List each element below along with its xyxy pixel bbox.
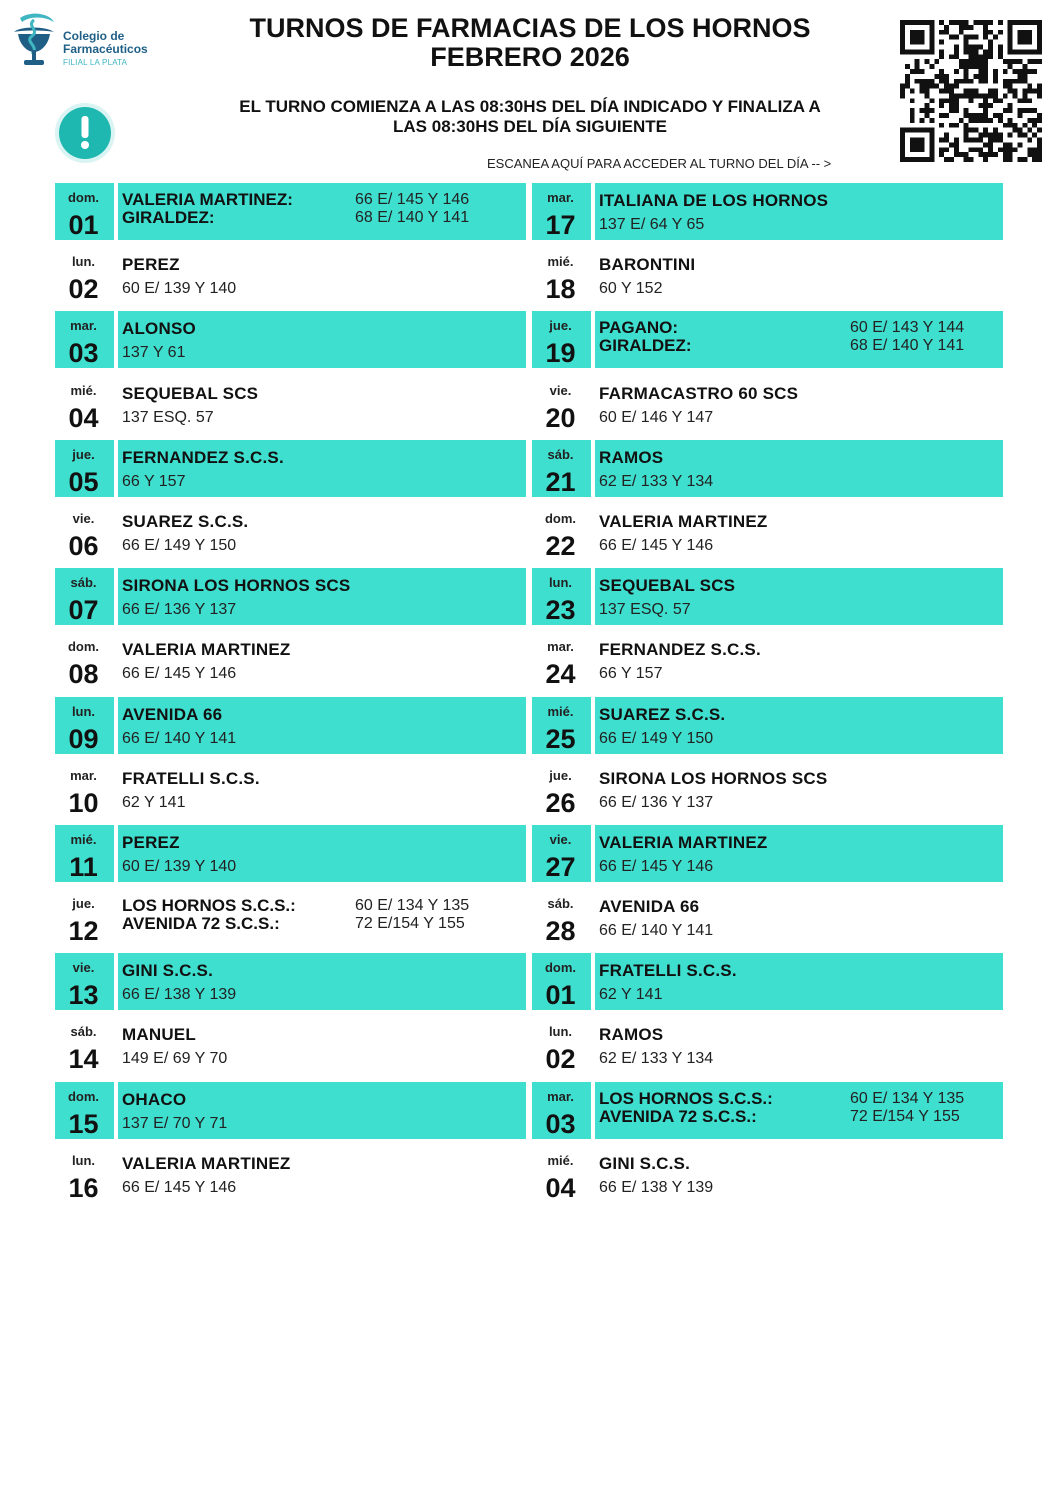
logo-text-line1: Colegio de	[63, 29, 125, 43]
weekday-label: dom.	[544, 960, 577, 976]
schedule-row	[532, 376, 1005, 440]
pharmacy-address: 66 Y 157	[122, 472, 186, 490]
day-number: 08	[68, 659, 99, 690]
weekday-label: mar.	[547, 1088, 574, 1104]
weekday-label: sáb.	[70, 575, 97, 591]
weekday-label: dom.	[67, 190, 100, 205]
schedule-row	[55, 697, 528, 761]
pharmacy-address: 68 E/ 140 Y 141	[850, 337, 965, 355]
day-number: 07	[68, 595, 99, 626]
pharmacy-name: FERNANDEZ S.C.S.	[599, 640, 761, 660]
pharmacy-name: AVENIDA 72 S.C.S.:	[122, 914, 280, 934]
pharmacy-name: BARONTINI	[599, 255, 696, 275]
caduceus-logo-icon	[10, 12, 60, 70]
pharmacy-address: 137 ESQ. 57	[122, 408, 214, 426]
colegio-logo	[10, 12, 170, 72]
pharmacy-address: 66 E/ 145 Y 146	[122, 1178, 237, 1196]
pharmacy-address: 66 E/ 145 Y 146	[122, 665, 237, 683]
pharmacy-address: 72 E/154 Y 155	[355, 915, 465, 933]
pharmacy-address: 66 E/ 140 Y 141	[122, 729, 237, 747]
schedule-row	[532, 953, 1005, 1017]
weekday-label: mié.	[547, 703, 574, 719]
pharmacy-address: 72 E/154 Y 155	[850, 1107, 960, 1125]
pharmacy-name: OHACO	[122, 1089, 187, 1109]
day-number: 10	[68, 787, 99, 818]
schedule-row	[532, 440, 1005, 504]
day-number: 01	[68, 210, 99, 240]
pharmacy-name: GINI S.C.S.	[122, 961, 213, 981]
weekday-label: jue.	[72, 446, 95, 462]
row-separator	[591, 825, 595, 882]
day-number: 24	[545, 659, 576, 690]
pharmacy-name: PEREZ	[122, 255, 180, 275]
logo-text-line2: Farmacéuticos	[63, 42, 148, 56]
day-number: 23	[545, 595, 576, 626]
weekday-label: dom.	[544, 510, 577, 526]
day-number: 18	[545, 274, 576, 305]
row-separator	[591, 953, 595, 1010]
pharmacy-address: 60 E/ 139 Y 140	[122, 857, 237, 875]
schedule-row	[55, 311, 528, 375]
schedule-row	[532, 311, 1005, 375]
day-number: 05	[68, 466, 99, 497]
pharmacy-address: 137 E/ 64 Y 65	[599, 216, 705, 233]
schedule-row	[55, 247, 528, 311]
pharmacy-name: SEQUEBAL SCS	[122, 383, 259, 403]
pharmacy-address: 66 E/ 138 Y 139	[599, 1178, 714, 1196]
day-number: 15	[68, 1108, 99, 1139]
weekday-label: mar.	[547, 639, 574, 655]
weekday-label: sáb.	[547, 446, 574, 462]
pharmacy-name: FARMACASTRO 60 SCS	[599, 383, 799, 403]
weekday-label: lun.	[548, 1024, 573, 1040]
pharmacy-address: 137 ESQ. 57	[599, 601, 691, 619]
row-separator	[114, 1082, 118, 1139]
pharmacy-address: 66 E/ 149 Y 150	[599, 729, 714, 747]
row-separator	[114, 568, 118, 625]
row-separator	[591, 311, 595, 368]
schedule-row	[532, 889, 1005, 953]
schedule-row	[55, 1146, 528, 1210]
schedule-row	[532, 825, 1005, 889]
scan-instructions: ESCANEA AQUÍ PARA ACCEDER AL TURNO DEL DÍA -- >	[487, 156, 832, 171]
schedule-row	[55, 889, 528, 953]
pharmacy-address: 60 Y 152	[599, 280, 663, 298]
schedule-row	[55, 440, 528, 504]
schedule-row	[55, 376, 528, 440]
pharmacy-address: 66 E/ 136 Y 137	[599, 793, 714, 811]
row-separator	[114, 697, 118, 754]
day-number: 02	[68, 274, 99, 305]
pharmacy-address: 66 E/ 140 Y 141	[599, 922, 714, 940]
pharmacy-address: 66 E/ 145 Y 146	[599, 536, 714, 554]
schedule-row	[55, 953, 528, 1017]
day-number: 25	[545, 723, 576, 754]
day-number: 04	[68, 402, 99, 433]
pharmacy-name: SIRONA LOS HORNOS SCS	[599, 768, 828, 788]
page-title	[180, 14, 880, 72]
day-number: 28	[545, 916, 576, 947]
pharmacy-name: AVENIDA 72 S.C.S.:	[599, 1106, 757, 1126]
calendar-column-right	[532, 183, 1005, 1210]
pharmacy-name: AVENIDA 66	[122, 704, 223, 724]
pharmacy-name: ITALIANA DE LOS HORNOS	[599, 191, 829, 210]
schedule-row	[532, 1146, 1005, 1210]
pharmacy-address: 62 E/ 133 Y 134	[599, 472, 714, 490]
schedule-row	[55, 568, 528, 632]
pharmacy-name: GIRALDEZ:	[122, 208, 215, 227]
weekday-label: dom.	[67, 1088, 100, 1104]
notice-line2: LAS 08:30HS DEL DÍA SIGUIENTE	[393, 117, 667, 136]
schedule-row	[532, 761, 1005, 825]
pharmacy-name: VALERIA MARTINEZ:	[122, 190, 293, 209]
pharmacy-address: 66 E/ 145 Y 146	[599, 857, 714, 875]
pharmacy-name: VALERIA MARTINEZ	[599, 832, 768, 852]
schedule-row	[55, 761, 528, 825]
row-separator	[591, 568, 595, 625]
notice-line1: EL TURNO COMIENZA A LAS 08:30HS DEL DÍA INDICADO Y FINALIZA A	[239, 97, 821, 116]
weekday-label: mié.	[70, 831, 97, 847]
pharmacy-name: GIRALDEZ:	[599, 336, 692, 356]
schedule-row	[55, 183, 528, 247]
pharmacy-name: AVENIDA 66	[599, 897, 700, 917]
pharmacy-address: 60 E/ 143 Y 144	[850, 319, 965, 337]
day-number: 03	[545, 1108, 576, 1139]
day-number: 03	[68, 338, 99, 369]
pharmacy-address: 66 E/ 138 Y 139	[122, 986, 237, 1004]
schedule-row	[532, 247, 1005, 311]
pharmacy-name: VALERIA MARTINEZ	[122, 640, 291, 660]
pharmacy-name: LOS HORNOS S.C.S.:	[599, 1088, 773, 1108]
weekday-label: vie.	[549, 831, 572, 847]
schedule-row	[532, 1017, 1005, 1081]
day-number: 22	[545, 530, 576, 561]
pharmacy-address: 60 E/ 146 Y 147	[599, 408, 714, 426]
schedule-row	[532, 697, 1005, 761]
pharmacy-name: GINI S.C.S.	[599, 1153, 690, 1173]
day-number: 11	[69, 851, 98, 882]
pharmacy-name: PEREZ	[122, 832, 180, 852]
pharmacy-address: 60 E/ 134 Y 135	[355, 897, 470, 915]
pharmacy-address: 62 Y 141	[599, 986, 663, 1004]
day-number: 04	[545, 1172, 576, 1203]
row-separator	[591, 183, 595, 240]
row-separator	[114, 953, 118, 1010]
pharmacy-address: 68 E/ 140 Y 141	[355, 209, 470, 226]
row-separator	[114, 183, 118, 240]
pharmacy-name: SEQUEBAL SCS	[599, 576, 736, 596]
pharmacy-address: 149 E/ 69 Y 70	[122, 1050, 228, 1068]
weekday-label: mar.	[547, 190, 574, 205]
weekday-label: sáb.	[547, 896, 574, 912]
weekday-label: lun.	[71, 1152, 96, 1168]
day-number: 27	[545, 851, 576, 882]
weekday-label: vie.	[549, 382, 572, 398]
pharmacy-name: FERNANDEZ S.C.S.	[122, 447, 284, 467]
weekday-label: mar.	[70, 318, 97, 334]
day-number: 19	[545, 338, 576, 369]
day-number: 12	[68, 916, 99, 947]
title-line1: TURNOS DE FARMACIAS DE LOS HORNOS	[249, 13, 811, 43]
weekday-label: sáb.	[70, 1024, 97, 1040]
day-number: 01	[545, 980, 576, 1011]
pharmacy-name: ALONSO	[122, 319, 196, 339]
exclamation-icon	[54, 102, 116, 164]
schedule-row	[55, 504, 528, 568]
pharmacy-address: 66 E/ 145 Y 146	[355, 191, 470, 208]
schedule-row	[55, 1017, 528, 1081]
pharmacy-address: 137 Y 61	[122, 344, 186, 362]
title-line2: FEBRERO 2026	[430, 42, 630, 72]
day-number: 14	[68, 1044, 99, 1075]
pharmacy-address: 60 E/ 134 Y 135	[850, 1089, 965, 1107]
weekday-label: mar.	[70, 767, 97, 783]
weekday-label: mié.	[70, 382, 97, 398]
row-separator	[591, 697, 595, 754]
pharmacy-address: 66 E/ 136 Y 137	[122, 601, 237, 619]
row-separator	[591, 440, 595, 497]
pharmacy-name: VALERIA MARTINEZ	[599, 511, 768, 531]
day-number: 13	[68, 980, 99, 1011]
pharmacy-name: FRATELLI S.C.S.	[122, 768, 260, 788]
row-separator	[591, 1082, 595, 1139]
calendar-column-left	[55, 183, 528, 1210]
weekday-label: vie.	[72, 510, 95, 526]
schedule-row	[532, 632, 1005, 696]
schedule-row	[532, 183, 1005, 247]
weekday-label: jue.	[72, 896, 95, 912]
row-separator	[114, 825, 118, 882]
pharmacy-address: 66 E/ 149 Y 150	[122, 536, 237, 554]
logo-text-line3: FILIAL LA PLATA	[63, 58, 128, 67]
pharmacy-name: RAMOS	[599, 447, 664, 467]
schedule-row	[55, 825, 528, 889]
weekday-label: vie.	[72, 960, 95, 976]
weekday-label: lun.	[71, 254, 96, 270]
weekday-label: jue.	[549, 767, 572, 783]
schedule-row	[55, 632, 528, 696]
day-number: 02	[545, 1044, 576, 1075]
row-separator	[114, 440, 118, 497]
weekday-label: mié.	[547, 254, 574, 270]
pharmacy-name: FRATELLI S.C.S.	[599, 961, 737, 981]
weekday-label: jue.	[549, 318, 572, 334]
schedule-row	[532, 504, 1005, 568]
qr-code[interactable]	[900, 20, 1042, 162]
pharmacy-address: 66 Y 157	[599, 665, 663, 683]
schedule-row	[532, 1082, 1005, 1146]
pharmacy-name: MANUEL	[122, 1025, 196, 1045]
pharmacy-name: LOS HORNOS S.C.S.:	[122, 896, 296, 916]
pharmacy-name: RAMOS	[599, 1025, 664, 1045]
day-number: 20	[545, 402, 576, 433]
schedule-row	[532, 568, 1005, 632]
weekday-label: dom.	[67, 639, 100, 655]
pharmacy-address: 137 E/ 70 Y 71	[122, 1114, 228, 1132]
pharmacy-address: 60 E/ 139 Y 140	[122, 280, 237, 298]
pharmacy-address: 62 E/ 133 Y 134	[599, 1050, 714, 1068]
day-number: 26	[545, 787, 576, 818]
day-number: 09	[68, 723, 99, 754]
weekday-label: lun.	[548, 575, 573, 591]
pharmacy-name: PAGANO:	[599, 318, 679, 338]
schedule-row	[55, 1082, 528, 1146]
pharmacy-name: SUAREZ S.C.S.	[599, 704, 726, 724]
day-number: 21	[545, 466, 576, 497]
day-number: 16	[68, 1172, 99, 1203]
pharmacy-address: 62 Y 141	[122, 793, 186, 811]
day-number: 17	[545, 210, 576, 240]
shift-notice	[185, 97, 875, 137]
weekday-label: lun.	[71, 703, 96, 719]
row-separator	[114, 311, 118, 368]
pharmacy-name: SUAREZ S.C.S.	[122, 511, 249, 531]
weekday-label: mié.	[547, 1152, 574, 1168]
pharmacy-name: VALERIA MARTINEZ	[122, 1153, 291, 1173]
pharmacy-name: SIRONA LOS HORNOS SCS	[122, 576, 351, 596]
day-number: 06	[68, 530, 99, 561]
